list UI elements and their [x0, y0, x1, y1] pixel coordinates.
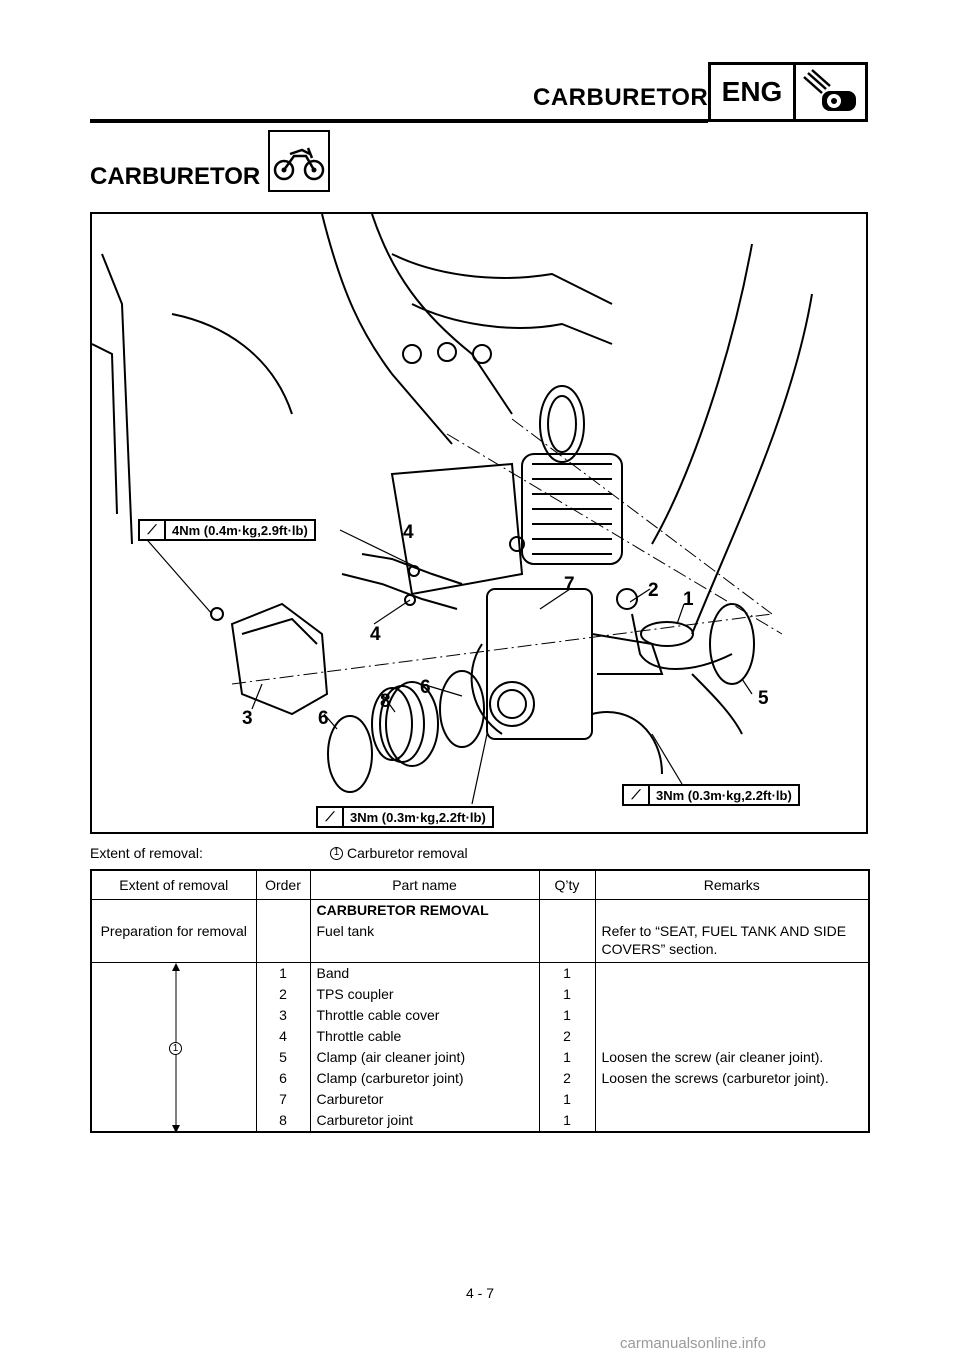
step-remarks	[595, 984, 869, 1005]
step-qty: 1	[539, 1047, 595, 1068]
torque-wrench-icon: ⟋	[624, 786, 650, 804]
torque-wrench-icon: ⟋	[140, 521, 166, 539]
table-row	[91, 963, 869, 985]
prep-remarks	[595, 921, 869, 963]
step-part: Throttle cable	[310, 1026, 539, 1047]
callout-8: 8	[380, 691, 391, 712]
extent-range-marker	[91, 963, 256, 1133]
callout-6b: 6	[318, 708, 329, 729]
col-part-name: Part name	[310, 870, 539, 900]
step-qty: 1	[539, 963, 595, 985]
removal-table	[90, 869, 870, 1133]
step-qty: 1	[539, 1110, 595, 1132]
step-part: Band	[310, 963, 539, 985]
removal-steps	[91, 963, 869, 1133]
callout-4b: 4	[370, 624, 381, 645]
prep-remark-line1: Refer to “SEAT, FUEL TANK AND SIDE	[601, 923, 847, 939]
step-part: Clamp (carburetor joint)	[310, 1068, 539, 1089]
table-row	[91, 921, 869, 963]
table-row	[91, 900, 869, 922]
callout-3: 3	[242, 708, 253, 729]
motorcycle-icon	[268, 130, 330, 192]
step-order: 1	[256, 963, 310, 985]
torque-spec-cover-bolt	[138, 519, 316, 541]
step-qty: 2	[539, 1026, 595, 1047]
carburetor-diagram	[90, 212, 868, 834]
page-number: 4 - 7	[465, 1285, 494, 1301]
torque-spec-air-cleaner-joint	[622, 784, 800, 806]
step-remarks: Loosen the screws (carburetor joint).	[595, 1068, 869, 1089]
circled-marker: 1	[330, 847, 343, 860]
step-remarks	[595, 1110, 869, 1132]
step-remarks	[595, 1089, 869, 1110]
step-qty: 2	[539, 1068, 595, 1089]
step-remarks	[595, 963, 869, 985]
step-part: TPS coupler	[310, 984, 539, 1005]
callout-7: 7	[564, 574, 575, 595]
prep-part: Fuel tank	[310, 921, 539, 963]
step-qty: 1	[539, 1005, 595, 1026]
watermark: carmanualsonline.info	[620, 1335, 766, 1352]
extent-label: Extent of removal:	[90, 845, 203, 861]
step-order: 6	[256, 1068, 310, 1089]
col-order: Order	[256, 870, 310, 900]
section-title: CARBURETOR	[90, 163, 261, 190]
step-remarks	[595, 1026, 869, 1047]
header-rule	[90, 119, 708, 123]
torque-value: 3Nm (0.3m·kg,2.2ft·lb)	[350, 809, 486, 825]
torque-wrench-icon: ⟋	[318, 808, 344, 826]
callout-2: 2	[648, 580, 659, 601]
table-header-row	[91, 870, 869, 900]
col-extent: Extent of removal	[91, 870, 256, 900]
torque-value: 3Nm (0.3m·kg,2.2ft·lb)	[656, 787, 792, 803]
step-remarks	[595, 1005, 869, 1026]
step-part: Carburetor	[310, 1089, 539, 1110]
engine-icon	[796, 65, 865, 119]
step-qty: 1	[539, 984, 595, 1005]
circled-marker: 1	[169, 1042, 182, 1055]
step-part: Clamp (air cleaner joint)	[310, 1047, 539, 1068]
step-qty: 1	[539, 1089, 595, 1110]
callout-5: 5	[758, 688, 769, 709]
torque-spec-carb-joint	[316, 806, 494, 828]
callout-4a: 4	[403, 522, 414, 543]
torque-value: 4Nm (0.4m·kg,2.9ft·lb)	[172, 522, 308, 538]
prep-remark-line2: COVERS” section.	[601, 941, 718, 957]
step-remarks: Loosen the screw (air cleaner joint).	[595, 1047, 869, 1068]
step-order: 5	[256, 1047, 310, 1068]
col-remarks: Remarks	[595, 870, 869, 900]
callout-6a: 6	[420, 677, 431, 698]
header-badge	[708, 62, 868, 122]
header-title: CARBURETOR	[533, 84, 709, 111]
step-order: 8	[256, 1110, 310, 1132]
eng-label: ENG	[711, 65, 796, 119]
col-qty: Q’ty	[539, 870, 595, 900]
prep-extent: Preparation for removal	[91, 921, 256, 963]
step-order: 2	[256, 984, 310, 1005]
step-order: 4	[256, 1026, 310, 1047]
step-part: Throttle cable cover	[310, 1005, 539, 1026]
step-order: 7	[256, 1089, 310, 1110]
procedure-title: CARBURETOR REMOVAL	[310, 900, 539, 922]
extent-text: Carburetor removal	[347, 845, 468, 861]
step-order: 3	[256, 1005, 310, 1026]
step-part: Carburetor joint	[310, 1110, 539, 1132]
extent-value	[330, 845, 468, 861]
callout-1: 1	[683, 589, 694, 610]
